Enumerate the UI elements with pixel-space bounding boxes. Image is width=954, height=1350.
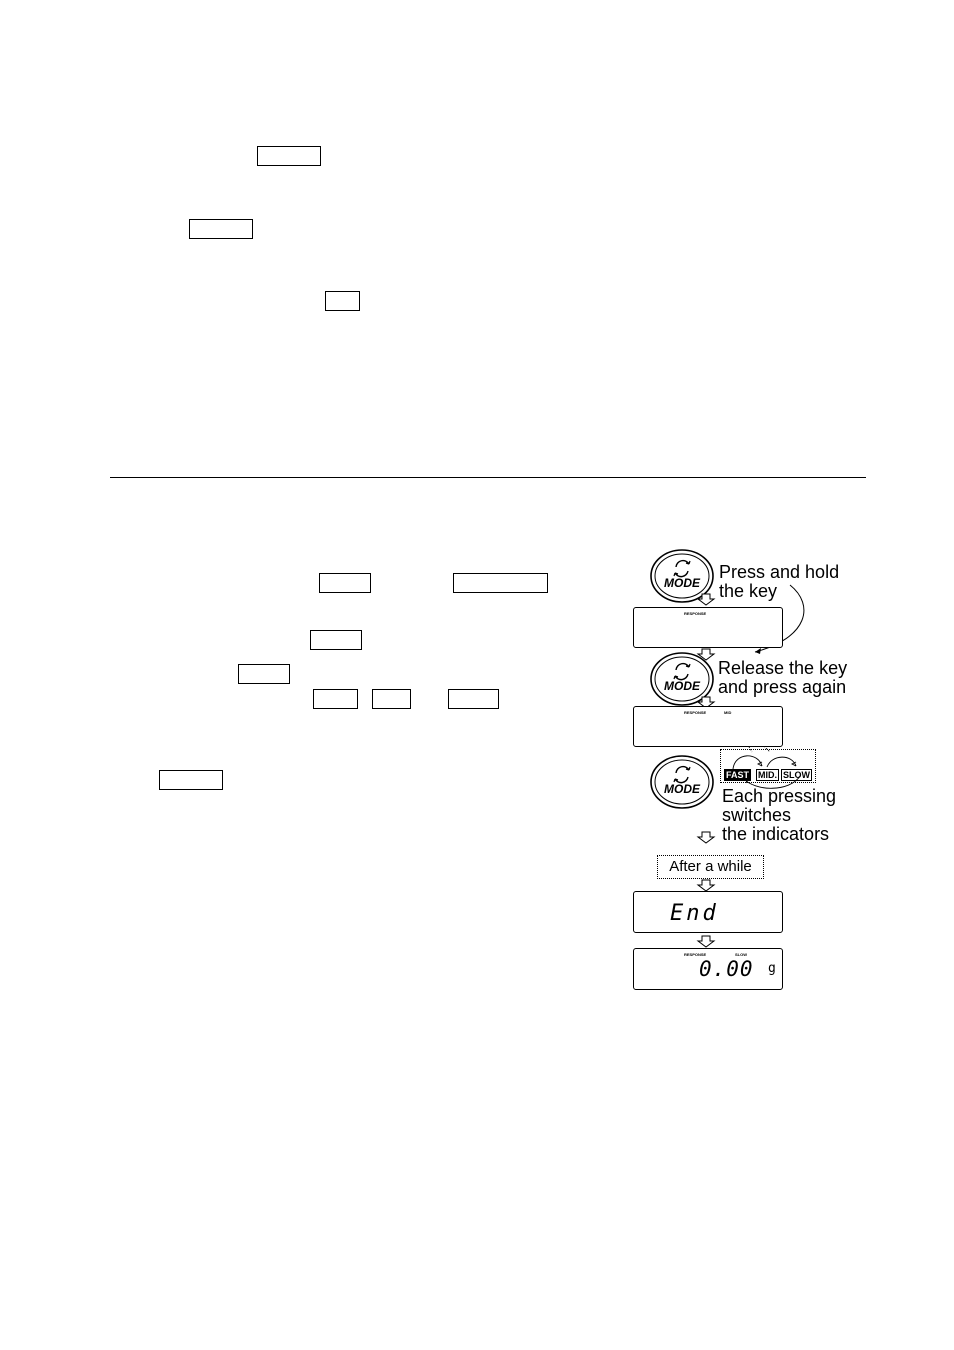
step1-callout: Press and hold the key	[719, 562, 840, 601]
mode-indicator: MID	[724, 710, 732, 715]
flow-arrow-4	[698, 832, 714, 843]
flow-arrow-6	[698, 936, 714, 947]
unit-readout: g	[768, 961, 776, 976]
wait-label: After a while	[657, 855, 764, 879]
weight-readout: 0.00	[699, 957, 754, 981]
mode-button-1[interactable]	[651, 574, 713, 592]
mode-button-label: MODE	[664, 679, 700, 693]
response-indicator: RESPONSE	[684, 952, 707, 957]
mode-indicator: SLOW	[735, 952, 747, 957]
indicator-slow: SLOW	[783, 770, 810, 780]
mode-button-label: MODE	[664, 782, 700, 796]
display-panel-1	[633, 607, 783, 648]
step2-callout: Release the key and press again	[718, 658, 848, 697]
flow-arrow-5	[698, 880, 714, 891]
display-panel-2	[633, 706, 783, 747]
indicator-group	[720, 749, 816, 783]
step3-callout: Each pressing switches the indicators	[722, 786, 837, 844]
end-readout: End	[670, 901, 719, 926]
indicator-mid: MID.	[758, 770, 777, 780]
mode-button-2[interactable]	[651, 677, 713, 695]
mode-button-label: MODE	[664, 576, 700, 590]
mode-button-3[interactable]	[651, 780, 713, 798]
indicator-fast: FAST	[726, 770, 750, 780]
response-indicator: RESPONSE	[684, 611, 707, 616]
response-indicator: RESPONSE	[684, 710, 707, 715]
